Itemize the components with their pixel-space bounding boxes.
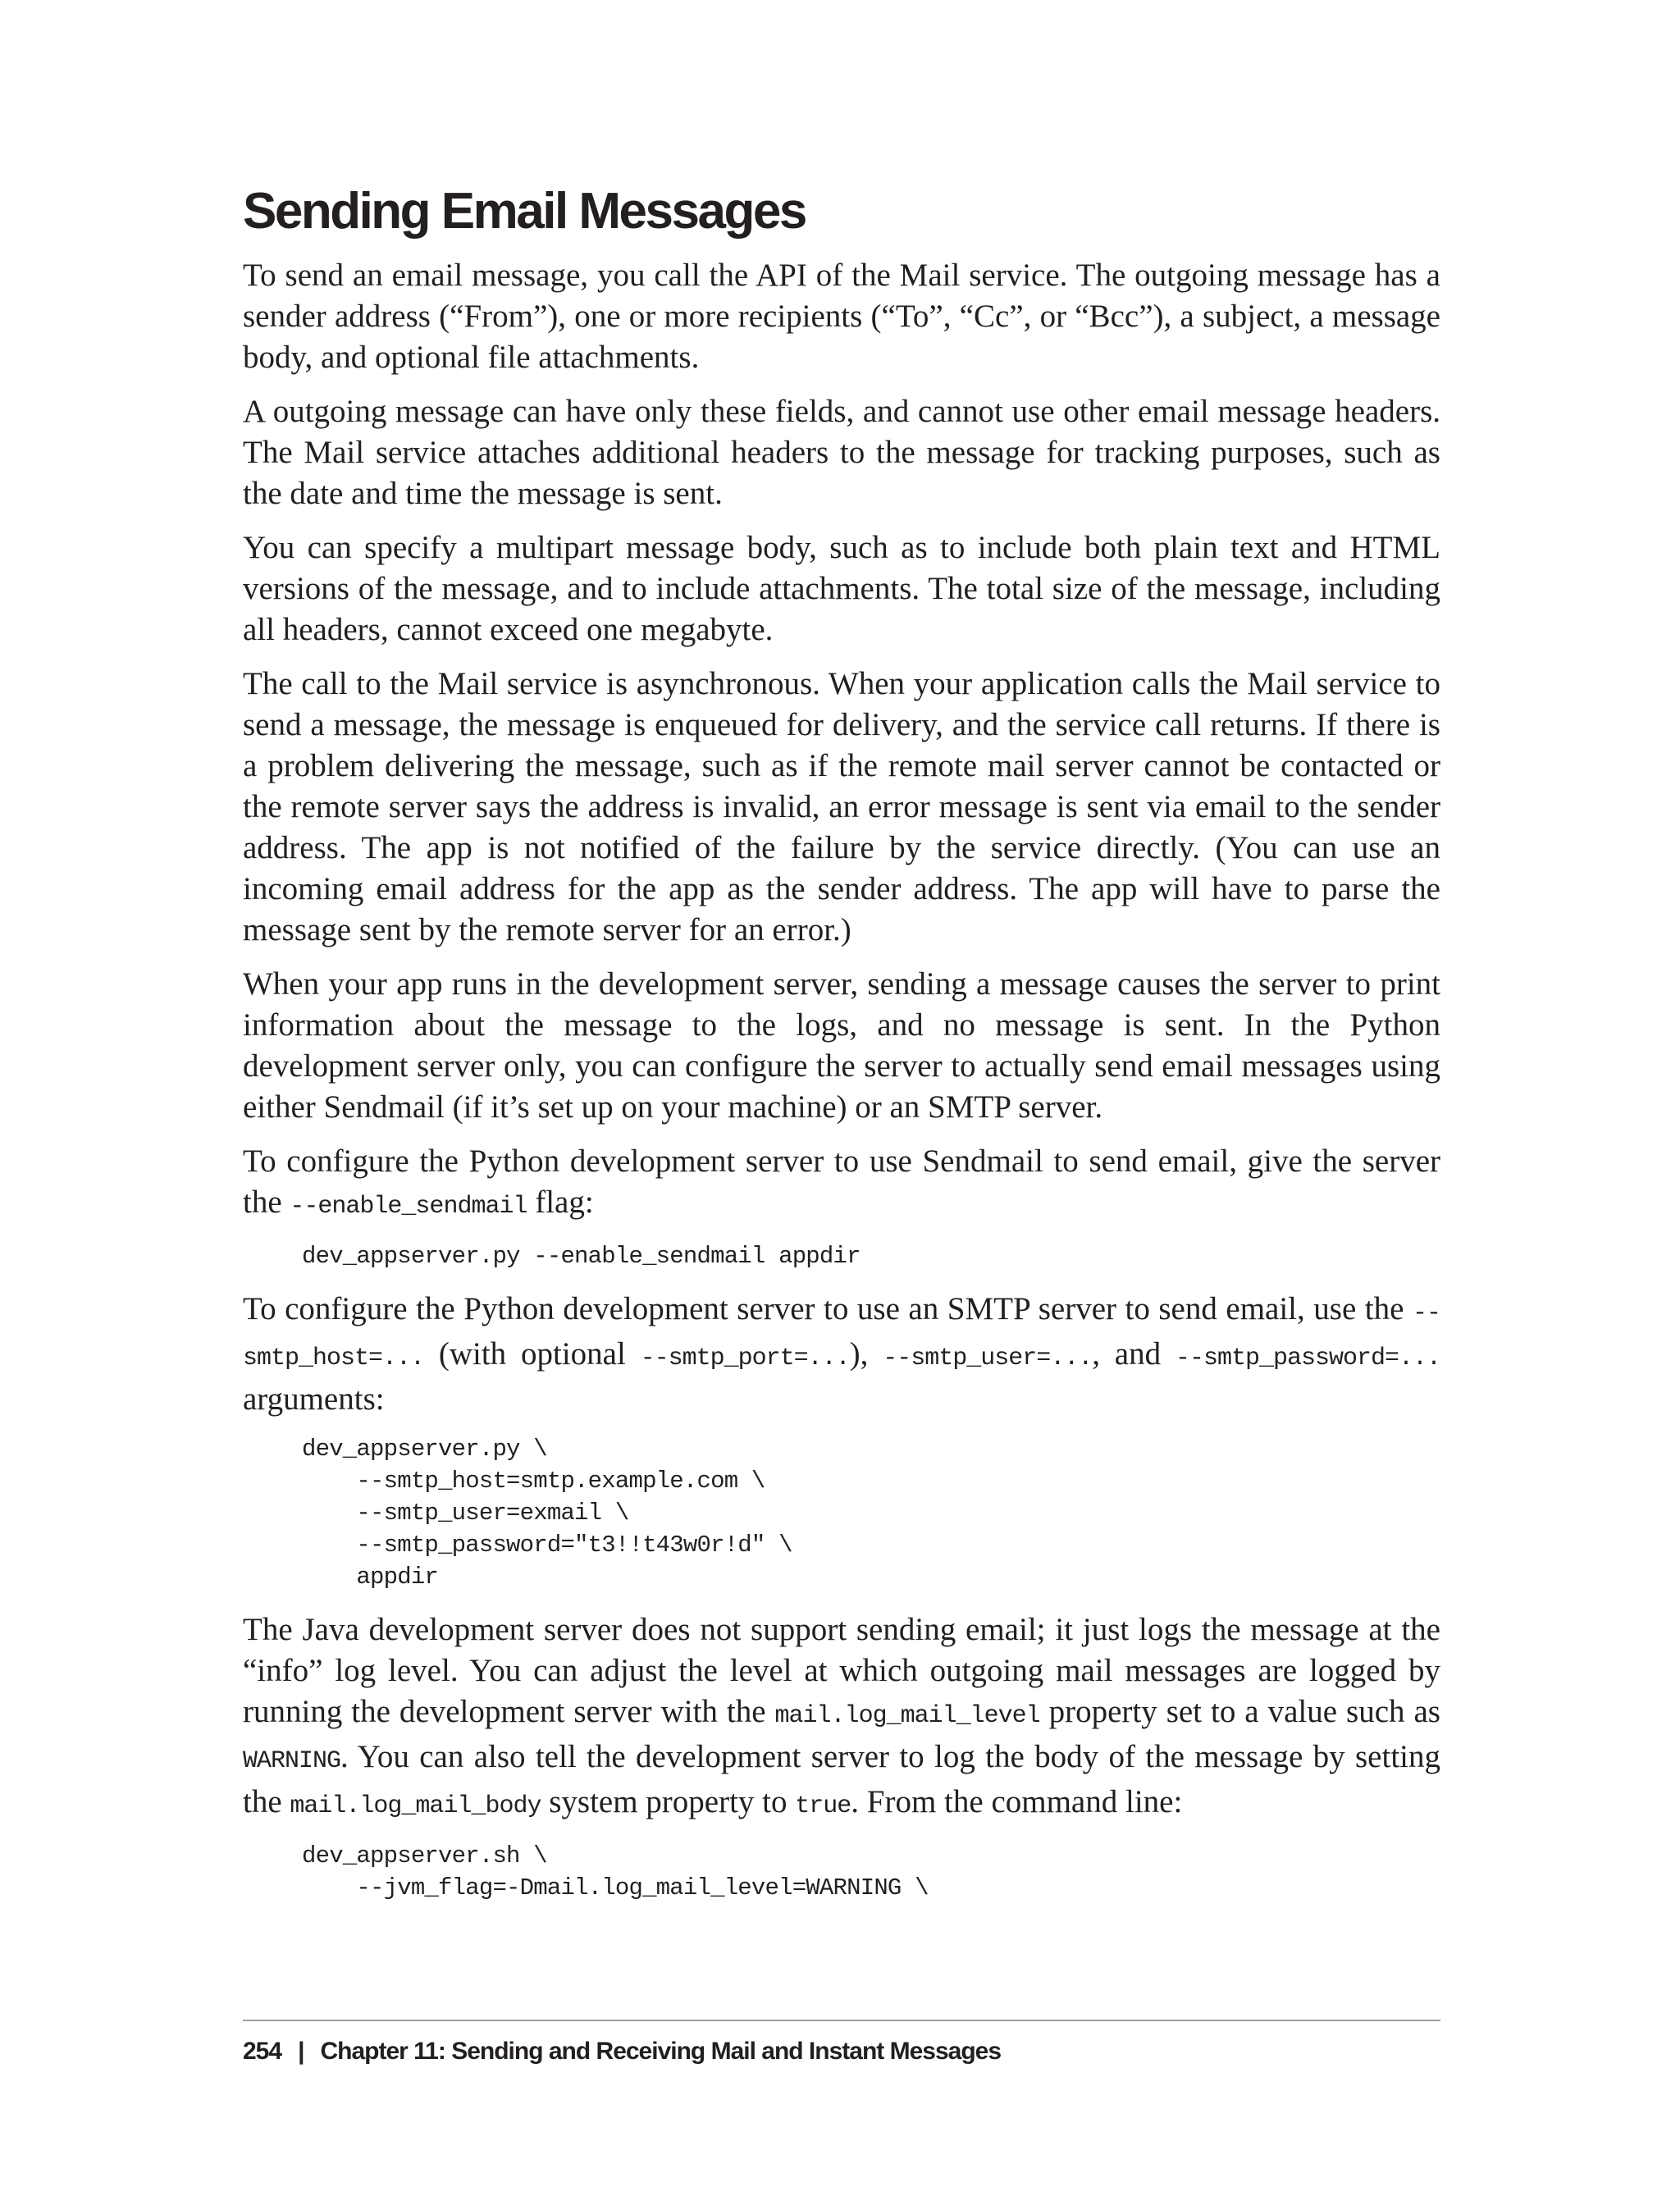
text: property set to a value such as [1039,1694,1440,1730]
inline-code: --smtp_password=... [1175,1344,1440,1373]
text: . You can also tell the development server to log the body of the message by setting the [243,1739,1440,1820]
text: (with optional [424,1336,641,1372]
text: To configure the Python development server to use an SMTP server to send email, use the [243,1291,1413,1327]
inline-code: --enable_sendmail [290,1193,527,1221]
inline-code: mail.log_mail_body [290,1792,541,1821]
page-number: 254 [243,2038,282,2065]
text: . From the command line: [851,1784,1183,1820]
text: arguments: [243,1381,385,1418]
inline-code: mail.log_mail_level [774,1702,1040,1731]
chapter-title: Chapter 11: Sending and Receiving Mail and Instant Messages [320,2038,1002,2065]
paragraph-multipart: You can specify a multipart message body, such as to include both plain text and HTML versions of the message, and to include attachments. The total size of the message, including all headers, cannot exceed one megabyte. [243,530,1440,648]
paragraph-dev-server: When your app runs in the development server, sending a message causes the server to print information about the message to the logs, and no message is sent. In the Python development server only, you can configure the server to actually send email messages using either Sendmail (if it’s set up on your machine) or an SMTP server. [243,966,1440,1125]
text: , and [1092,1336,1176,1372]
page-content [243,182,1440,1920]
inline-code: --smtp_port=... [640,1344,850,1373]
text: ), [849,1336,883,1372]
inline-code: true [795,1792,851,1821]
text: system property to [541,1784,796,1820]
text: The Java development server does not support sending email; it just logs the message at the “info” log level. You can adjust the level at which outgoing mail messages are logged by running the development server with the [243,1612,1440,1730]
inline-code: WARNING [243,1747,341,1776]
text: To configure the Python development server to use Sendmail to send email, give the server the [243,1144,1440,1221]
code-block-sendmail: dev_appserver.py --enable_sendmail appdir [302,1243,861,1271]
paragraph-headers: A outgoing message can have only these fields, and cannot use other email message headers. The Mail service attaches additional headers to the message for tracking purposes, such as the date and time the message is sent. [243,394,1440,512]
paragraph-intro: To send an email message, you call the API of the Mail service. The outgoing message has a sender address (“From”), one or more recipients (“To”, “Cc”, or “Bcc”), a subject, a message body, and optional file attachments. [243,258,1440,376]
footer-separator: | [298,2038,304,2065]
page-footer [243,2020,1440,2066]
text: flag: [527,1185,594,1221]
inline-code: --smtp_host=... [243,1299,1440,1373]
paragraph-sendmail [243,1141,1440,1227]
paragraph-async: The call to the Mail service is asynchronous. When your application calls the Mail service to send a message, the message is enqueued for delivery, and the service call returns. If there is a problem delivering the message, such as if the remote mail server cannot be contacted or the remote server says the address is invalid, an error message is sent via email to the sender address. The app is not notified of the failure by the service directly. (You can use an incoming email address for the app as the sender address. The app will have to parse the message sent by the remote server for an error.) [243,666,1440,948]
paragraph-java [243,1609,1440,1827]
code-block-java: dev_appserver.sh \ --jvm_flag=-Dmail.log_mail_level=WARNING \ [302,1842,929,1902]
inline-code: --smtp_user=... [883,1344,1093,1373]
paragraph-smtp [243,1289,1440,1420]
section-heading: Sending Email Messages [243,183,806,240]
code-block-smtp: dev_appserver.py \ --smtp_host=smtp.example.com \ --smtp_user=exmail \ --smtp_password="t3!!t43w0r!d" \ appdir [302,1436,792,1591]
